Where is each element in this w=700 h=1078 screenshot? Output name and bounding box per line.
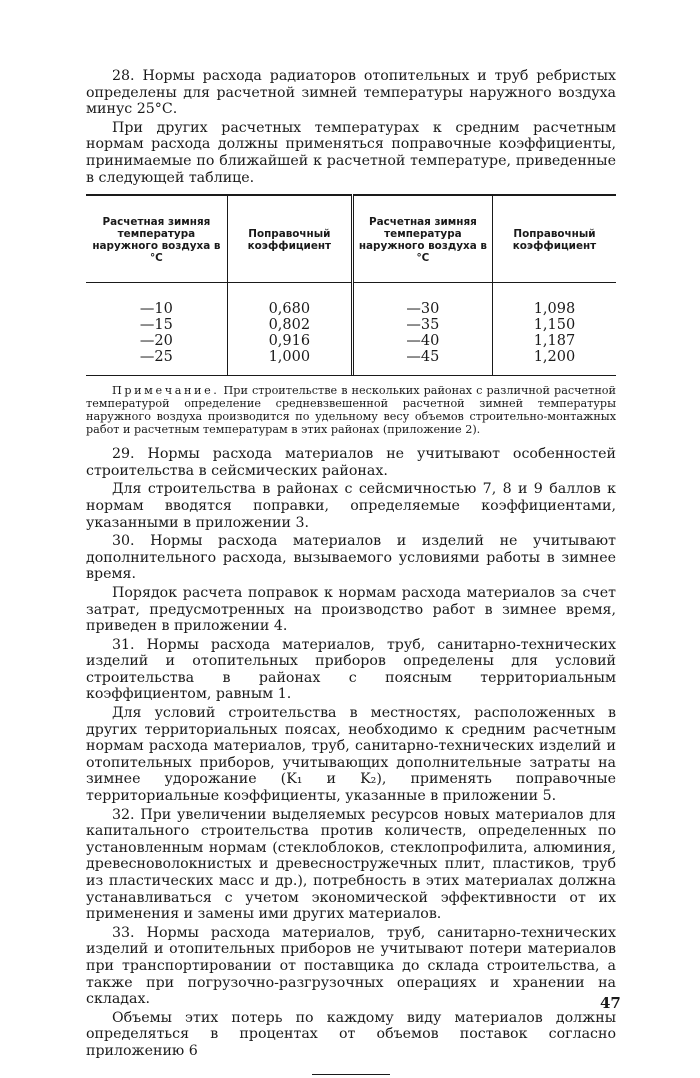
table-cell: 1,150 [533,317,576,334]
table-cell: 1,200 [533,349,576,366]
table-note [86,384,616,436]
table-cell: —40 [406,333,440,350]
paragraph-29-seismic: Для строительства в районах с сейсмичностью 7, 8 и 9 баллов к нормам вводятся поправки, определяемые коэффициентами, указанными в приложении 3. [86,481,616,531]
table-header-temperature-2: Расчетная зимняя температура наружного воздуха в °С [352,195,492,283]
table-header-coefficient-1: Поправочный коэффициент [227,195,352,283]
page-number: 47 [600,994,621,1012]
table-header-coefficient-2: Поправочный коэффициент [492,195,616,283]
paragraph-32: 32. При увеличении выделяемых ресурсов новых материалов для капитального строительства против количеств, определенных по установленным нормам (стеклоблоков, стеклопрофилита, алюминия, древесноволокнистых и древесностружечных плит, пластиков, труб из пластических масс и др.), потребность в этих материалах должна устанавливаться с учетом экономической эффективности от их применения и замены ими других материалов. [86,806,616,923]
table-cell: —35 [406,317,440,334]
correction-coefficient-table [86,194,616,375]
paragraph-31-territorial: Для условий строительства в местностях, расположенных в других территориальных поясах, необходимо к средним расчетным нормам расхода материалов, труб, санитарно-технических изделий и отопительных приборов, учитывающих дополнительные затраты на зимнее удорожание (K₁ и K₂), применять поправочные территориальные коэффициенты, указанные в приложении 5. [86,705,616,805]
note-text: При строительстве в нескольких районах с различной расчетной температурой определение средневзвешенной расчетной зимней температуры наружного воздуха производится по удельному весу объемов строительно-монтажных работ и расчетным температурам в этих районах (приложение 2). [86,384,616,437]
table-cell: —25 [139,349,173,366]
table-column-coefficient-1 [227,283,352,376]
paragraph-33: 33. Нормы расхода материалов, труб, санитарно-технических изделий и отопительных приборов не учитывают потери материалов при транспортировании от поставщика до склада строительства, а также при погрузочно-разгрузочных операциях и хранении на складах. [86,924,616,1008]
table-column-temperature-1 [86,283,227,376]
table-cell: —15 [139,317,173,334]
table-cell: 0,802 [268,317,311,334]
table-header-temperature-1: Расчетная зимняя температура наружного воздуха в °С [86,195,227,283]
table-column-temperature-2 [352,283,492,376]
note-label: Примечание. [112,384,220,398]
table-cell: —30 [406,301,440,318]
table-cell: 0,916 [268,333,311,350]
table-cell: —45 [406,349,440,366]
paragraph-30-winter: Порядок расчета поправок к нормам расхода материалов за счет затрат, предусмотренных на производство работ в зимнее время, приведен в приложении 4. [86,584,616,635]
table-cell: 1,098 [533,301,576,318]
paragraph-33-losses: Объемы этих потерь по каждому виду материалов должны определяться в процентах от объемов поставок согласно приложению 6 [86,1009,616,1059]
end-rule [312,1074,390,1075]
document-page [86,68,616,1075]
paragraph-29: 29. Нормы расхода материалов не учитывают особенностей строительства в сейсмических районах. [86,446,616,479]
paragraph-correction-intro: При других расчетных температурах к средним расчетным нормам расхода должны применяться поправочные коэффициенты, принимаемые по ближайшей к расчетной температуре, приведенные в следующей таблице. [86,119,616,186]
table-column-coefficient-2 [492,283,616,376]
paragraph-30: 30. Нормы расхода материалов и изделий не учитывают дополнительного расхода, вызываемого условиями работы в зимнее время. [86,533,616,583]
table-bottom-rule [86,375,616,376]
paragraph-28: 28. Нормы расхода радиаторов отопительных и труб ребристых определены для расчетной зимней температуры наружного воздуха минус 25°С. [86,68,616,118]
table-cell: —10 [139,301,173,318]
table-cell: 1,187 [533,333,576,350]
table-cell: —20 [139,333,173,350]
table-cell: 0,680 [268,301,311,318]
paragraph-31: 31. Нормы расхода материалов, труб, санитарно-технических изделий и отопительных приборов определены для условий строительства в районах с поясным территориальным коэффициентом, равным 1. [86,636,616,703]
table-cell: 1,000 [268,349,311,366]
